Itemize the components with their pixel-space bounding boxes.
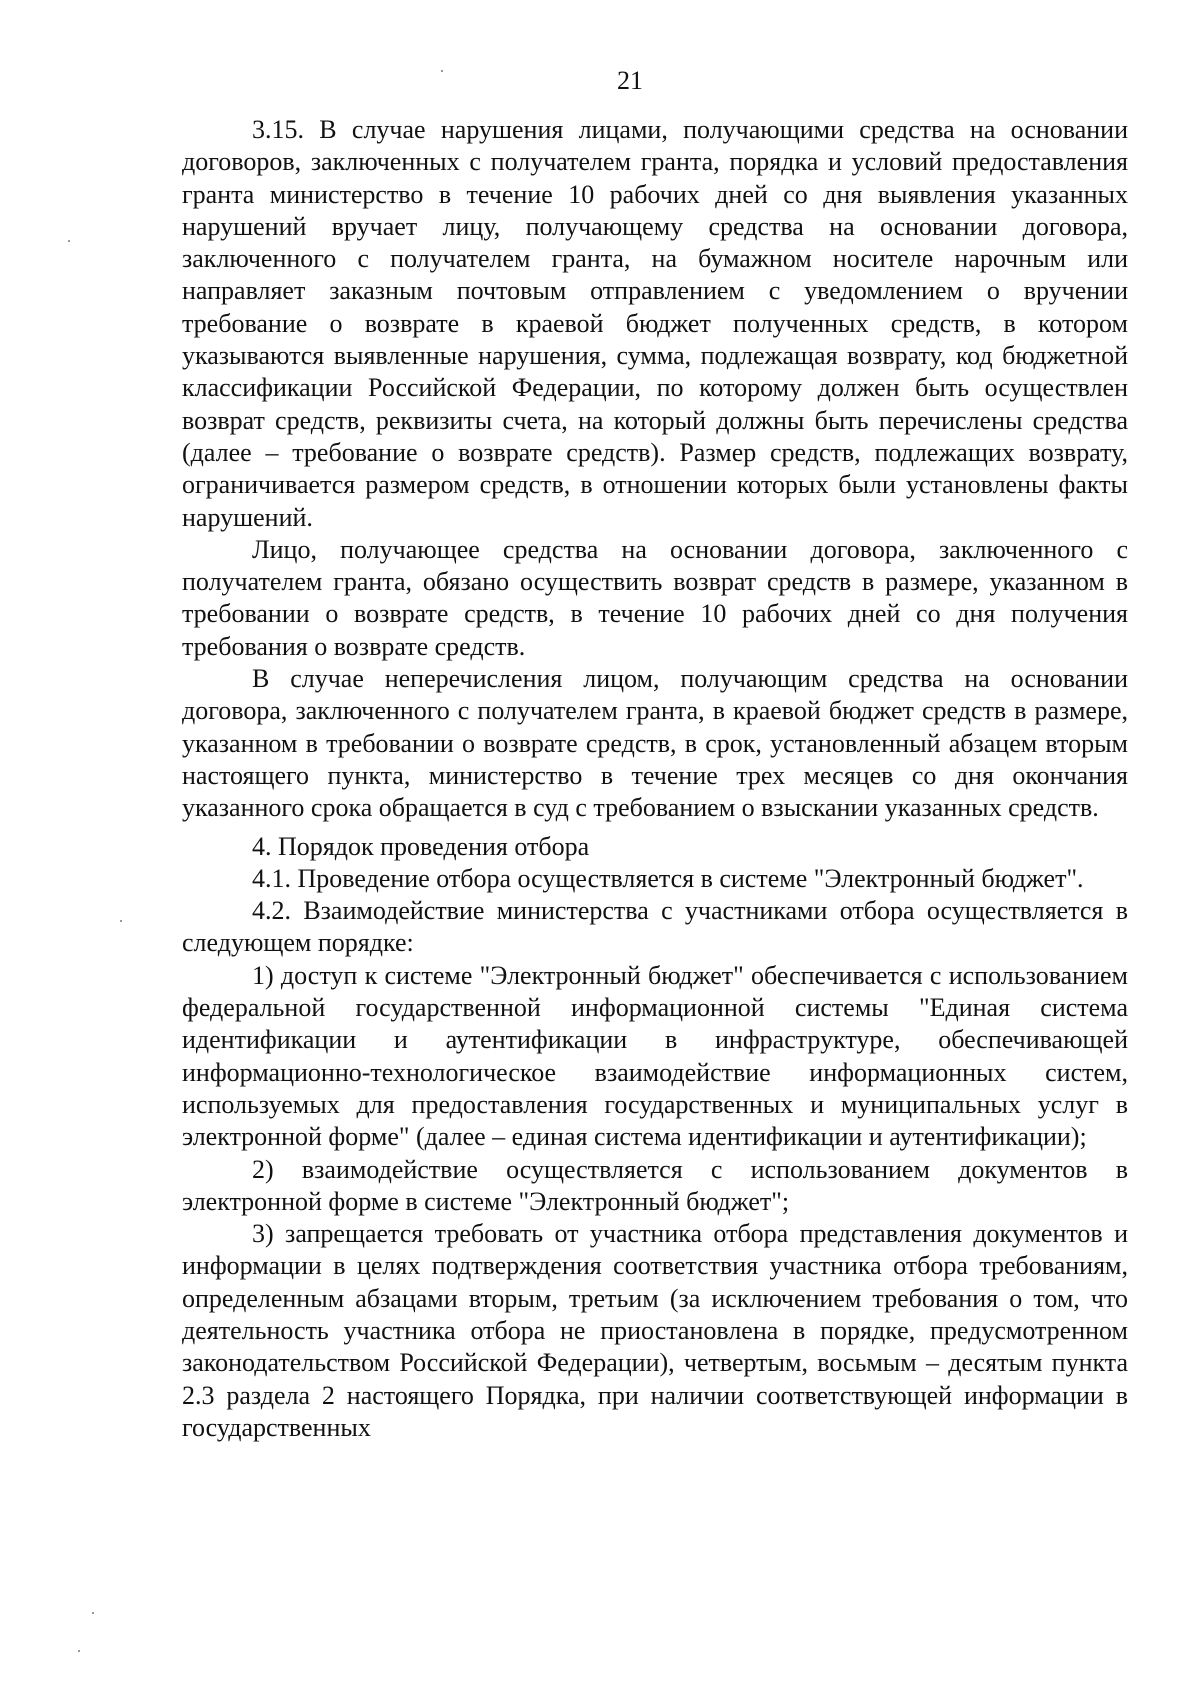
paragraph-4-1: 4.1. Проведение отбора осуществляется в системе "Электронный бюджет".	[252, 863, 1084, 893]
paragraph-4-2: 4.2. Взаимодействие министерства с участниками отбора осуществляется в следующем порядке:	[182, 896, 1128, 958]
scan-speck	[68, 240, 70, 242]
list-item-2: 2) взаимодействие осуществляется с использованием документов в электронной форме в системе "Электронный бюджет";	[182, 1154, 1128, 1216]
scan-speck	[120, 920, 122, 922]
paragraph-court-recovery: В случае неперечисления лицом, получающим средства на основании договора, заключенного с получателем гранта, в краевой бюджет средств в размере, указанном в требовании о возврате средств, в срок, установленный абзацем вторым настоящего пункта, министерство в течение трех месяцев со дня окончания указанного срока обращается в суд с требованием о взыскании указанных средств.	[182, 664, 1128, 823]
list-item-1: 1) доступ к системе "Электронный бюджет" обеспечивается с использованием федеральной государственной информационной системы "Единая система идентификации и аутентификации в инфраструктуре, обеспечивающей информационно-технологическое взаимодействие информационных систем, используемых для предоставления государственных и муниципальных услуг в электронной форме" (далее – единая система идентификации и аутентификации);	[182, 960, 1128, 1152]
paragraph-refund-obligation: Лицо, получающее средства на основании договора, заключенного с получателем гранта, обязано осуществить возврат средств в размере, указанном в требовании о возврате средств, в течение 10 рабочих дней со дня получения требования о возврате средств.	[182, 534, 1128, 661]
document-body	[182, 114, 1128, 1444]
page-number: 21	[617, 66, 643, 95]
paragraph-3-15: 3.15. В случае нарушения лицами, получающими средства на основании договоров, заключенных с получателем гранта, порядка и условий предоставления гранта министерство в течение 10 рабочих дней со дня выявления указанных нарушений вручает лицу, получающему средства на основании договора, заключенного с получателем гранта, на бумажном носителе нарочным или направляет заказным почтовым отправлением с уведомлением о вручении требование о возврате в краевой бюджет полученных средств, в котором указываются выявленные нарушения, сумма, подлежащая возврату, код бюджетной классификации Российской Федерации, по которому должен быть осуществлен возврат средств, реквизиты счета, на который должны быть перечислены средства (далее – требование о возврате средств). Размер средств, подлежащих возврату, ограничивается размером средств, в отношении которых были установлены факты нарушений.	[182, 115, 1128, 532]
scan-speck	[441, 70, 443, 72]
scan-speck	[92, 1612, 94, 1614]
list-item-3: 3) запрещается требовать от участника отбора представления документов и информации в целях подтверждения соответствия участника отбора требованиям, определенным абзацами вторым, третьим (за исключением требования о том, что деятельность участника отбора не приостановлена в порядке, предусмотренном законодательством Российской Федерации), четвертым, восьмым – десятым пункта 2.3 раздела 2 настоящего Порядка, при наличии соответствующей информации в государственных	[182, 1219, 1128, 1442]
scan-speck	[78, 1650, 80, 1652]
section-heading-4: 4. Порядок проведения отбора	[252, 831, 590, 861]
